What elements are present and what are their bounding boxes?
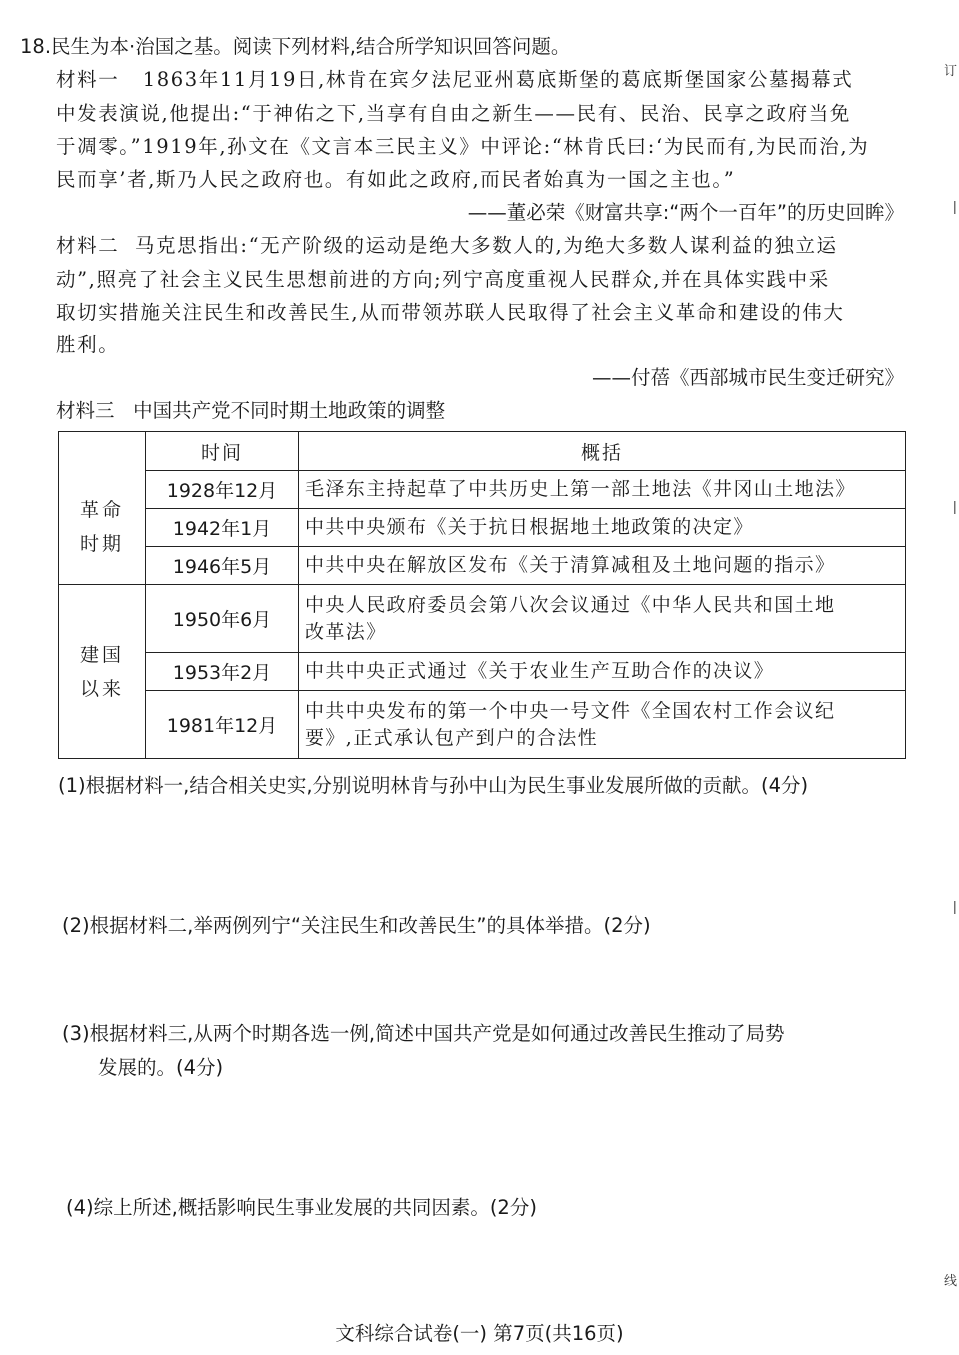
table-header-summary: 概括 xyxy=(299,432,906,471)
period-cell-revolution: 革命 时期 xyxy=(59,471,146,585)
summary-cell: 中央人民政府委员会第八次会议通过《中华人民共和国土地 改革法》 xyxy=(299,585,906,653)
summary-cell: 中共中央正式通过《关于农业生产互助合作的决议》 xyxy=(299,653,906,691)
material2-line-1: 材料二 马克思指出:“无产阶级的运动是绝大多数人的,为绝大多数人谋利益的独立运 xyxy=(56,234,838,257)
land-policy-table xyxy=(58,431,906,759)
table-row xyxy=(59,509,906,547)
material2-line-3: 取切实措施关注民生和改善民生,从而带领苏联人民取得了社会主义革命和建设的伟大 xyxy=(56,301,845,324)
margin-mark-bar: | xyxy=(952,900,957,915)
sub-question-4: (4)综上所述,概括影响民生事业发展的共同因素。(2分) xyxy=(66,1196,537,1219)
page-footer: 文科综合试卷(一) 第7页(共16页) xyxy=(335,1322,624,1345)
margin-mark-ding: 订 xyxy=(943,64,957,79)
table-header-empty xyxy=(59,432,146,471)
time-cell: 1981年12月 xyxy=(146,691,299,759)
sub-question-3-line-2: 发展的。(4分) xyxy=(98,1056,224,1079)
summary-cell: 毛泽东主持起草了中共历史上第一部土地法《井冈山土地法》 xyxy=(299,471,906,509)
material1-label: 材料一 xyxy=(56,68,120,91)
material1-line-3: 于凋零。”1919年,孙文在《文言本三民主义》中评论:“林肯氏曰:‘为民而有,为民而治,为 xyxy=(56,135,870,158)
margin-mark-bar: | xyxy=(952,200,957,215)
material1-source: ——董必荣《财富共享:“两个一百年”的历史回眸》 xyxy=(467,201,904,224)
material2-line-2: 动”,照亮了社会主义民生思想前进的方向;列宁高度重视人民群众,并在具体实践中采 xyxy=(56,268,830,291)
sub-question-1: (1)根据材料一,结合相关史实,分别说明林肯与孙中山为民生事业发展所做的贡献。(4分) xyxy=(58,774,809,797)
table-row xyxy=(59,585,906,653)
material3-caption: 材料三 中国共产党不同时期土地政策的调整 xyxy=(56,399,446,422)
table-header-time: 时间 xyxy=(146,432,299,471)
table-row xyxy=(59,471,906,509)
summary-cell: 中共中央在解放区发布《关于清算减租及土地问题的指示》 xyxy=(299,547,906,585)
sub-question-3-line-1: (3)根据材料三,从两个时期各选一例,简述中国共产党是如何通过改善民生推动了局势 xyxy=(62,1022,785,1045)
time-cell: 1950年6月 xyxy=(146,585,299,653)
material1-line-1: 材料一 1863年11月19日,林肯在宾夕法尼亚州葛底斯堡的葛底斯堡国家公墓揭幕式 xyxy=(56,68,854,91)
time-cell: 1942年1月 xyxy=(146,509,299,547)
table-row xyxy=(59,653,906,691)
sub-question-2: (2)根据材料二,举两例列宁“关注民生和改善民生”的具体举措。(2分) xyxy=(62,914,651,937)
summary-cell: 中共中央颁布《关于抗日根据地土地政策的决定》 xyxy=(299,509,906,547)
table-row xyxy=(59,547,906,585)
question-heading xyxy=(20,33,570,61)
material3-label: 材料三 xyxy=(56,399,115,422)
margin-mark-bar: | xyxy=(952,500,957,515)
period-cell-since-founding: 建国 以来 xyxy=(59,585,146,759)
time-cell: 1928年12月 xyxy=(146,471,299,509)
material1-line-4: 民而享’者,斯乃人民之政府也。有如此之政府,而民者始真为一国之主也。” xyxy=(56,168,736,191)
table-header-row xyxy=(59,432,906,471)
time-cell: 1953年2月 xyxy=(146,653,299,691)
time-cell: 1946年5月 xyxy=(146,547,299,585)
table-row xyxy=(59,691,906,759)
material2-source: ——付蓓《西部城市民生变迁研究》 xyxy=(591,366,904,389)
margin-mark-xian: 线 xyxy=(943,1274,957,1289)
question-title: 民生为本·治国之基。阅读下列材料,结合所学知识回答问题。 xyxy=(51,35,571,58)
material2-line-4: 胜利。 xyxy=(56,333,120,356)
material1-line-2: 中发表演说,他提出:“于神佑之下,当享有自由之新生——民有、民治、民享之政府当免 xyxy=(56,102,851,125)
question-number: 18. xyxy=(20,35,52,58)
summary-cell: 中共中央发布的第一个中央一号文件《全国农村工作会议纪 要》,正式承认包产到户的合法性 xyxy=(299,691,906,759)
material2-label: 材料二 xyxy=(56,234,120,257)
